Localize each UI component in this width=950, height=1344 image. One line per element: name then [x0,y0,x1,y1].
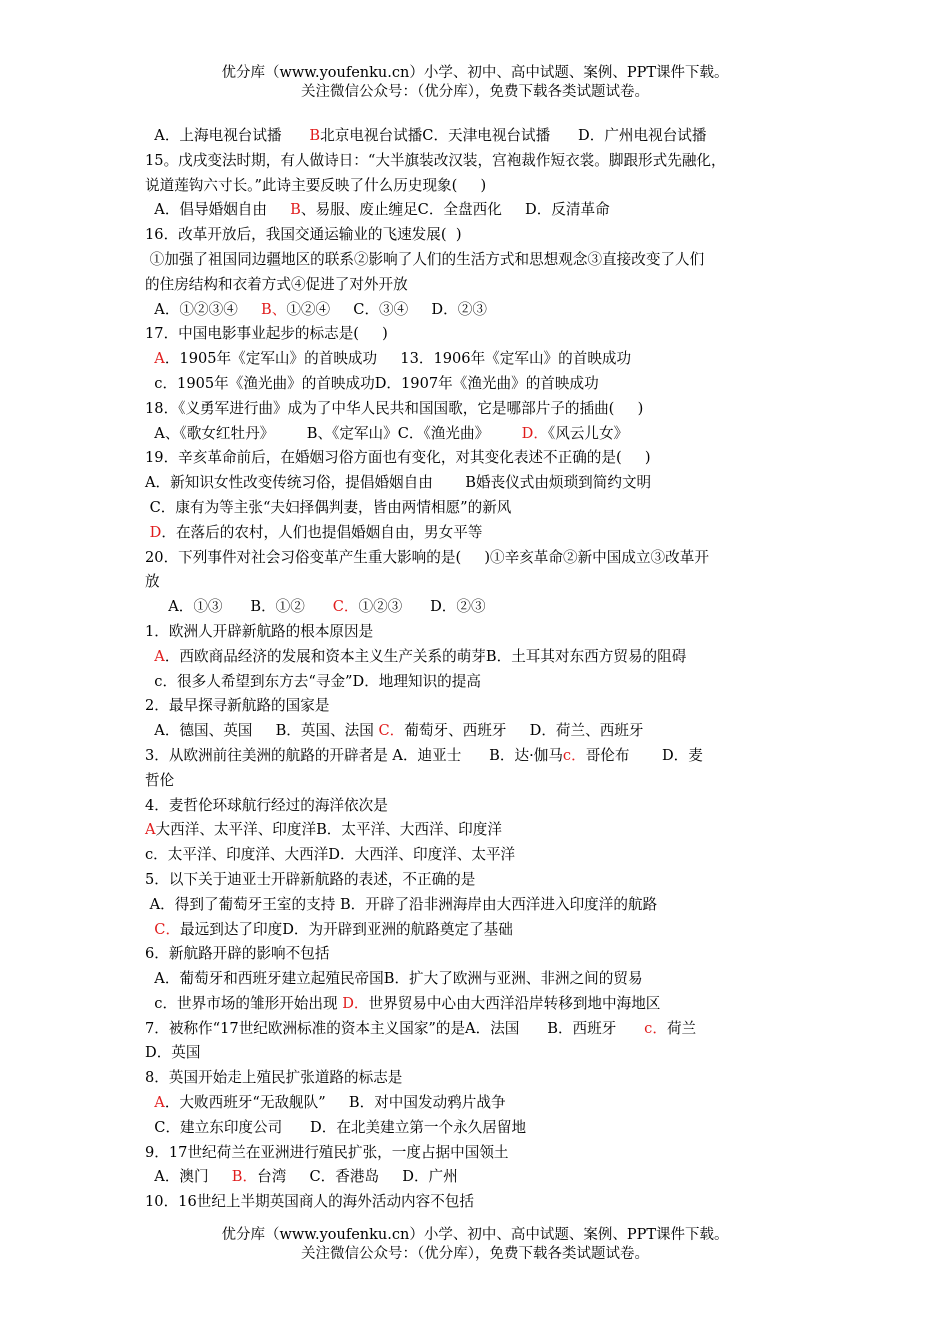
text-line [145,794,810,819]
text-line [145,1066,810,1091]
text-line [145,744,810,769]
text-line [145,645,810,670]
text-segment: A．澳门 [145,1168,232,1186]
text-line [145,1091,810,1116]
text-segment: c．世界市场的雏形开始出现 [145,994,343,1012]
text-line [145,223,810,248]
text-line [145,1141,810,1166]
text-segment: c．太平洋、印度洋、大西洋D．大西洋、印度洋、太平洋 [145,846,516,864]
answer-mark: A [154,350,165,368]
text-line [145,397,810,422]
text-segment: 1．欧洲人开辟新航路的根本原因是 [145,622,374,640]
text-segment: A．葡萄牙和西班牙建立起殖民帝国B．扩大了欧洲与亚洲、非洲之间的贸易 [145,970,643,988]
text-line [145,670,810,695]
text-segment: 5．以下关于迪亚士开辟新航路的表述，不正确的是 [145,870,476,888]
text-line [145,248,810,273]
text-line [145,446,810,471]
text-segment: 10．16世纪上半期英国商人的海外活动内容不包括 [145,1193,475,1211]
text-segment: 2．最早探寻新航路的国家是 [145,697,330,715]
text-segment: 7．被称作“17世纪欧洲标准的资本主义国家”的是A．法国 B．西班牙 [145,1019,645,1037]
text-line [145,595,810,620]
text-line [145,496,810,521]
page-footer [0,1226,950,1264]
text-segment: A．得到了葡萄牙王室的支持 B．开辟了沿非洲海岸由大西洋进入印度洋的航路 [145,895,658,913]
text-line [145,992,810,1017]
text-line [145,620,810,645]
text-segment [145,921,154,938]
text-line [145,843,810,868]
text-segment: 北京电视台试播C．天津电视台试播 D．广州电视台试播 [320,127,707,144]
text-segment: 的住房结构和衣着方式④促进了对外开放 [145,275,408,293]
text-segment: A．①②③④ [145,300,261,318]
answer-mark: D． [521,424,548,442]
page-header [0,64,950,102]
text-segment: 哥伦布 D．麦 [585,746,703,764]
text-segment: 18．《义勇军进行曲》成为了中华人民共和国国歌，它是哪部片子的插曲( ) [145,399,644,417]
answer-mark: C． [332,598,359,616]
answer-mark: c． [562,746,586,764]
text-segment: 6．新航路开辟的影响不包括 [145,945,330,963]
text-segment: 《风云儿女》 [547,424,629,442]
text-line [145,124,810,149]
text-segment: ．1905年《定军山》的首映成功 13．1906年《定军山》的首映成功 [164,350,632,368]
text-line [145,149,810,174]
text-segment: ．西欧商品经济的发展和资本主义生产关系的萌芽B．土耳其对东西方贸易的阻碍 [164,647,687,665]
answer-mark: C． [154,920,181,938]
answer-mark: A [154,1094,165,1112]
answer-mark: D [149,523,162,541]
document-body [145,124,810,1215]
text-segment [145,1094,154,1111]
text-line [145,942,810,967]
text-segment: 大西洋、太平洋、印度洋B．太平洋、大西洋、印度洋 [155,821,502,839]
text-line [145,570,810,595]
text-segment: 15。戊戌变法时期，有人做诗日：“大半旗装改汉装，宫袍裁作短衣裳。脚跟形式先融化， [145,151,726,169]
text-segment: 16．改革开放后，我国交通运输业的飞速发展( ) [145,226,462,244]
text-segment: A．新知识女性改变传统习俗，提倡婚姻自由 B婚丧仪式由烦琐到简约文明 [145,474,652,492]
answer-mark: A [154,647,165,665]
text-segment: c．很多人希望到东方去“寻金”D．地理知识的提高 [145,672,481,690]
text-segment [145,648,154,665]
text-line [145,322,810,347]
text-segment: C．康有为等主张“夫妇择偶判妻，皆由两情相愿”的新风 [145,498,512,516]
text-segment: 世界贸易中心由大西洋沿岸转移到地中海地区 [368,994,661,1012]
text-segment: 20．下列事件对社会习俗变革产生重大影响的是( )①辛亥革命②新中国成立③改革开 [145,548,709,566]
text-segment: ．大败西班牙“无敌舰队” B．对中国发动鸦片战争 [164,1094,506,1112]
text-segment: 4．麦哲伦环球航行经过的海洋依次是 [145,796,388,814]
text-line [145,174,810,199]
text-line [145,769,810,794]
text-line [145,471,810,496]
text-line [145,422,810,447]
text-line [145,1190,810,1215]
text-segment: A．上海电视台试播 [145,127,310,144]
text-segment: 哲伦 [145,771,175,789]
text-line [145,1041,810,1066]
text-segment: A、《歌女红牡丹》 B、《定军山》C．《渔光曲》 [145,424,522,442]
text-segment: 放 [145,573,160,591]
text-line [145,298,810,323]
text-line [145,893,810,918]
text-segment: ①②③ D．②③ [358,598,486,616]
text-line [145,1116,810,1141]
text-segment: C．建立东印度公司 D．在北美建立第一个永久居留地 [145,1118,527,1136]
text-segment: 19．辛亥革命前后，在婚姻习俗方面也有变化，对其变化表述不正确的是( ) [145,449,651,467]
answer-mark: C． [378,722,405,740]
text-line [145,918,810,943]
text-segment: 荷兰 [666,1019,697,1037]
text-segment: 说道莲钩六寸长。”此诗主要反映了什么历史现象( ) [145,176,487,194]
answer-mark: B [290,201,301,219]
text-segment: 3．从欧洲前往美洲的航路的开辟者是 A．迪亚士 B．达·伽马 [145,746,563,764]
answer-mark: A [145,821,156,839]
text-line [145,546,810,571]
text-line [145,1165,810,1190]
header-line-2: 关注微信公众号：（优分库），免费下载各类试题试卷。 [301,84,649,100]
text-segment: 8．英国开始走上殖民扩张道路的标志是 [145,1069,403,1087]
text-segment: ①加强了祖国同边疆地区的联系②影响了人们的生活方式和思想观念③直接改变了人们 [145,250,705,268]
text-segment: A．①③ B．①② [145,598,333,616]
answer-mark: c． [644,1019,667,1037]
answer-mark: B、 [260,300,287,318]
text-line [145,347,810,372]
text-line [145,1017,810,1042]
text-line [145,967,810,992]
text-segment: D．英国 [145,1044,201,1062]
text-segment: A．倡导婚姻自由 [145,201,291,219]
answer-mark: D． [342,994,369,1012]
text-segment: 葡萄牙、西班牙 D．荷兰、西班牙 [404,722,644,740]
footer-line-2: 关注微信公众号：（优分库），免费下载各类试题试卷。 [301,1246,649,1262]
text-segment: 、易服、废止缠足C．全盘西化 D．反清革命 [300,201,610,219]
text-line [145,818,810,843]
text-segment: A．德国、英国 B．英国、法国 [145,722,379,740]
text-line [145,694,810,719]
text-segment: c．1905年《渔光曲》的首映成功D．1907年《渔光曲》的首映成功 [145,374,599,392]
text-segment: 台湾 C．香港岛 D．广州 [257,1168,458,1186]
text-segment: 17．中国电影事业起步的标志是( ) [145,325,388,343]
text-line [145,198,810,223]
header-line-1: 优分库（www.youfenku.cn）小学、初中、高中试题、案例、PPT课件下载。 [221,65,729,81]
text-line [145,521,810,546]
text-segment [145,350,154,367]
text-segment: ．在落后的农村，人们也提倡婚姻自由，男女平等 [161,523,483,541]
footer-line-1: 优分库（www.youfenku.cn）小学、初中、高中试题、案例、PPT课件下载。 [221,1227,729,1243]
text-segment: 最远到达了印度D．为开辟到亚洲的航路奠定了基础 [180,920,513,938]
text-line [145,273,810,298]
answer-mark: B [309,127,321,144]
text-line [145,372,810,397]
text-segment: 9．17世纪荷兰在亚洲进行殖民扩张，一度占据中国领土 [145,1143,509,1161]
text-line [145,719,810,744]
text-segment: ①②④ C．③④ D．②③ [286,300,487,318]
text-line [145,868,810,893]
answer-mark: B． [231,1168,258,1186]
